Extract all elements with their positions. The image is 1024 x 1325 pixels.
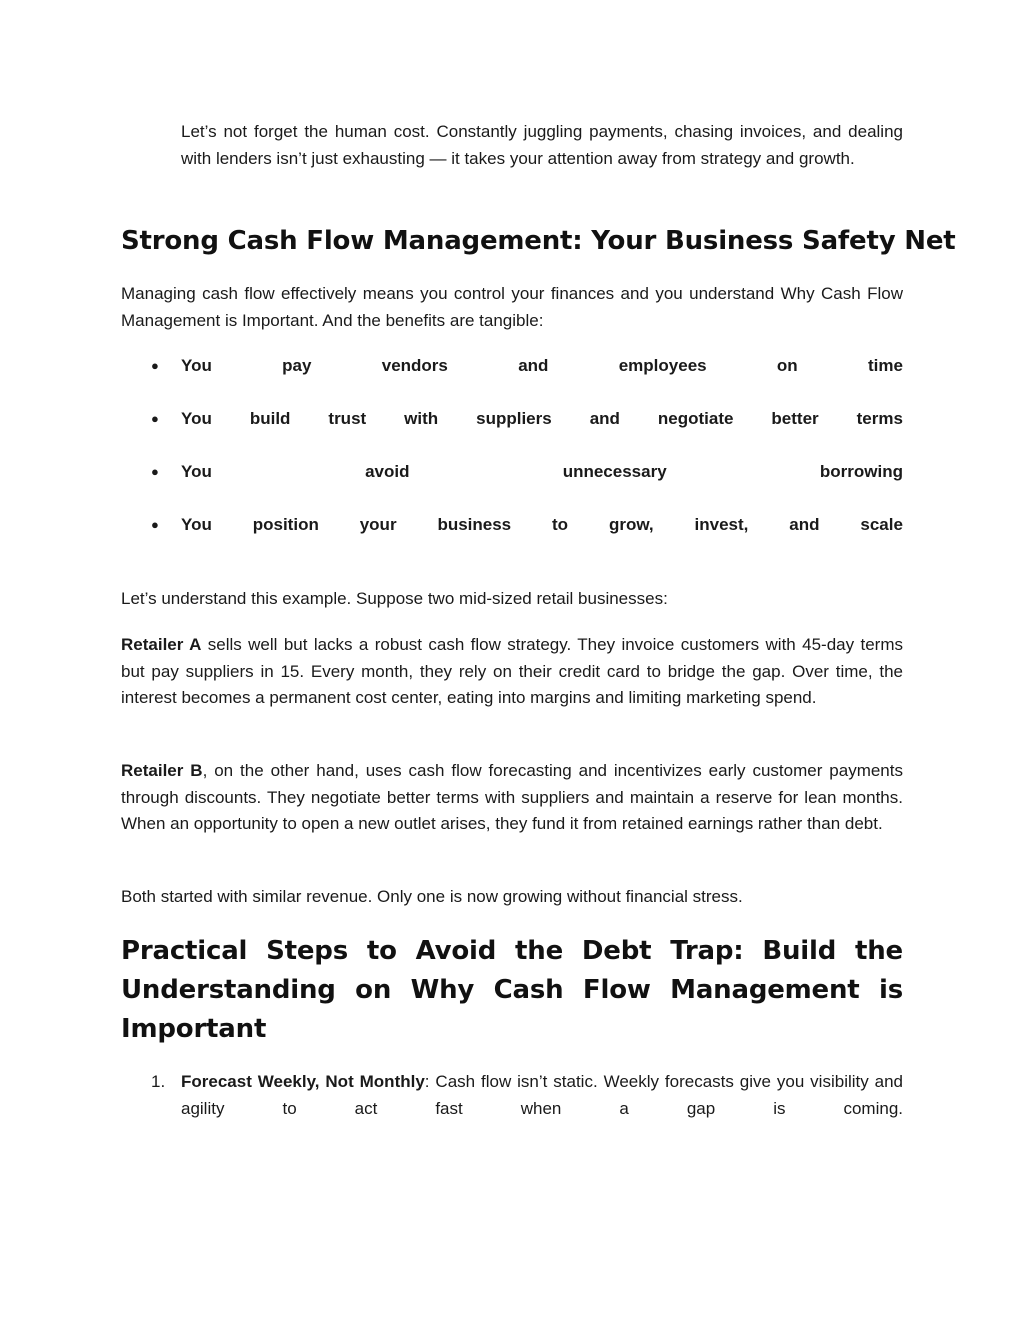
- benefit-item: [121, 511, 903, 564]
- example-intro-paragraph: Let’s understand this example. Suppose two mid-sized retail businesses:: [121, 589, 668, 608]
- bullet-icon: ●: [151, 517, 159, 532]
- step-text: [181, 1069, 903, 1122]
- benefit-item: [121, 405, 903, 458]
- step-description: : Cash flow isn’t static. Weekly forecasts give you visibility and agility to act fast when a gap is coming.: [181, 1072, 904, 1118]
- section-heading-practical-steps: Practical Steps to Avoid the Debt Trap: Build the Understanding on Why Cash Flow Management is Important: [121, 936, 903, 1044]
- step-number: 1.: [151, 1072, 166, 1091]
- bullet-icon: ●: [151, 464, 159, 479]
- benefit-text: You position your business to grow, invest, and scale: [181, 515, 903, 534]
- benefit-item: [121, 458, 903, 511]
- benefit-text: You build trust with suppliers and negotiate better terms: [181, 409, 903, 428]
- step-label: Forecast Weekly, Not Monthly: [181, 1072, 425, 1091]
- bullet-icon: ●: [151, 358, 159, 373]
- retailer-b-paragraph: [121, 758, 903, 838]
- benefit-text: You avoid unnecessary borrowing: [181, 462, 903, 481]
- retailer-a-label: Retailer A: [121, 635, 202, 654]
- bullet-icon: ●: [151, 411, 159, 426]
- benefits-list: [121, 352, 903, 564]
- benefit-text: You pay vendors and employees on time: [181, 356, 903, 375]
- benefit-item: [121, 352, 903, 405]
- section-heading-safety-net: Strong Cash Flow Management: Your Business Safety Net: [121, 226, 956, 256]
- retailer-b-label: Retailer B: [121, 761, 203, 780]
- conclusion-paragraph: Both started with similar revenue. Only one is now growing without financial stress.: [121, 887, 743, 906]
- managing-cash-flow-paragraph: Managing cash flow effectively means you control your finances and you understand Why Cash Flow Management is Important. And the benefits are tangible:: [121, 284, 903, 330]
- retailer-a-paragraph: [121, 632, 903, 712]
- intro-paragraph: Let’s not forget the human cost. Constantly juggling payments, chasing invoices, and dealing with lenders isn’t just exhausting — it takes your attention away from strategy and growth.: [181, 122, 903, 168]
- retailer-a-text: sells well but lacks a robust cash flow strategy. They invoice customers with 45-day terms but pay suppliers in 15. Every month, they rely on their credit card to bridge the gap. Over time, the interest becomes a permanent cost center, eating into margins and limiting marketing spend.: [121, 635, 903, 707]
- retailer-b-text: , on the other hand, uses cash flow forecasting and incentivizes early customer payments through discounts. They negotiate better terms with suppliers and maintain a reserve for lean months. When an opportunity to open a new outlet arises, they fund it from retained earnings rather than debt.: [121, 761, 903, 833]
